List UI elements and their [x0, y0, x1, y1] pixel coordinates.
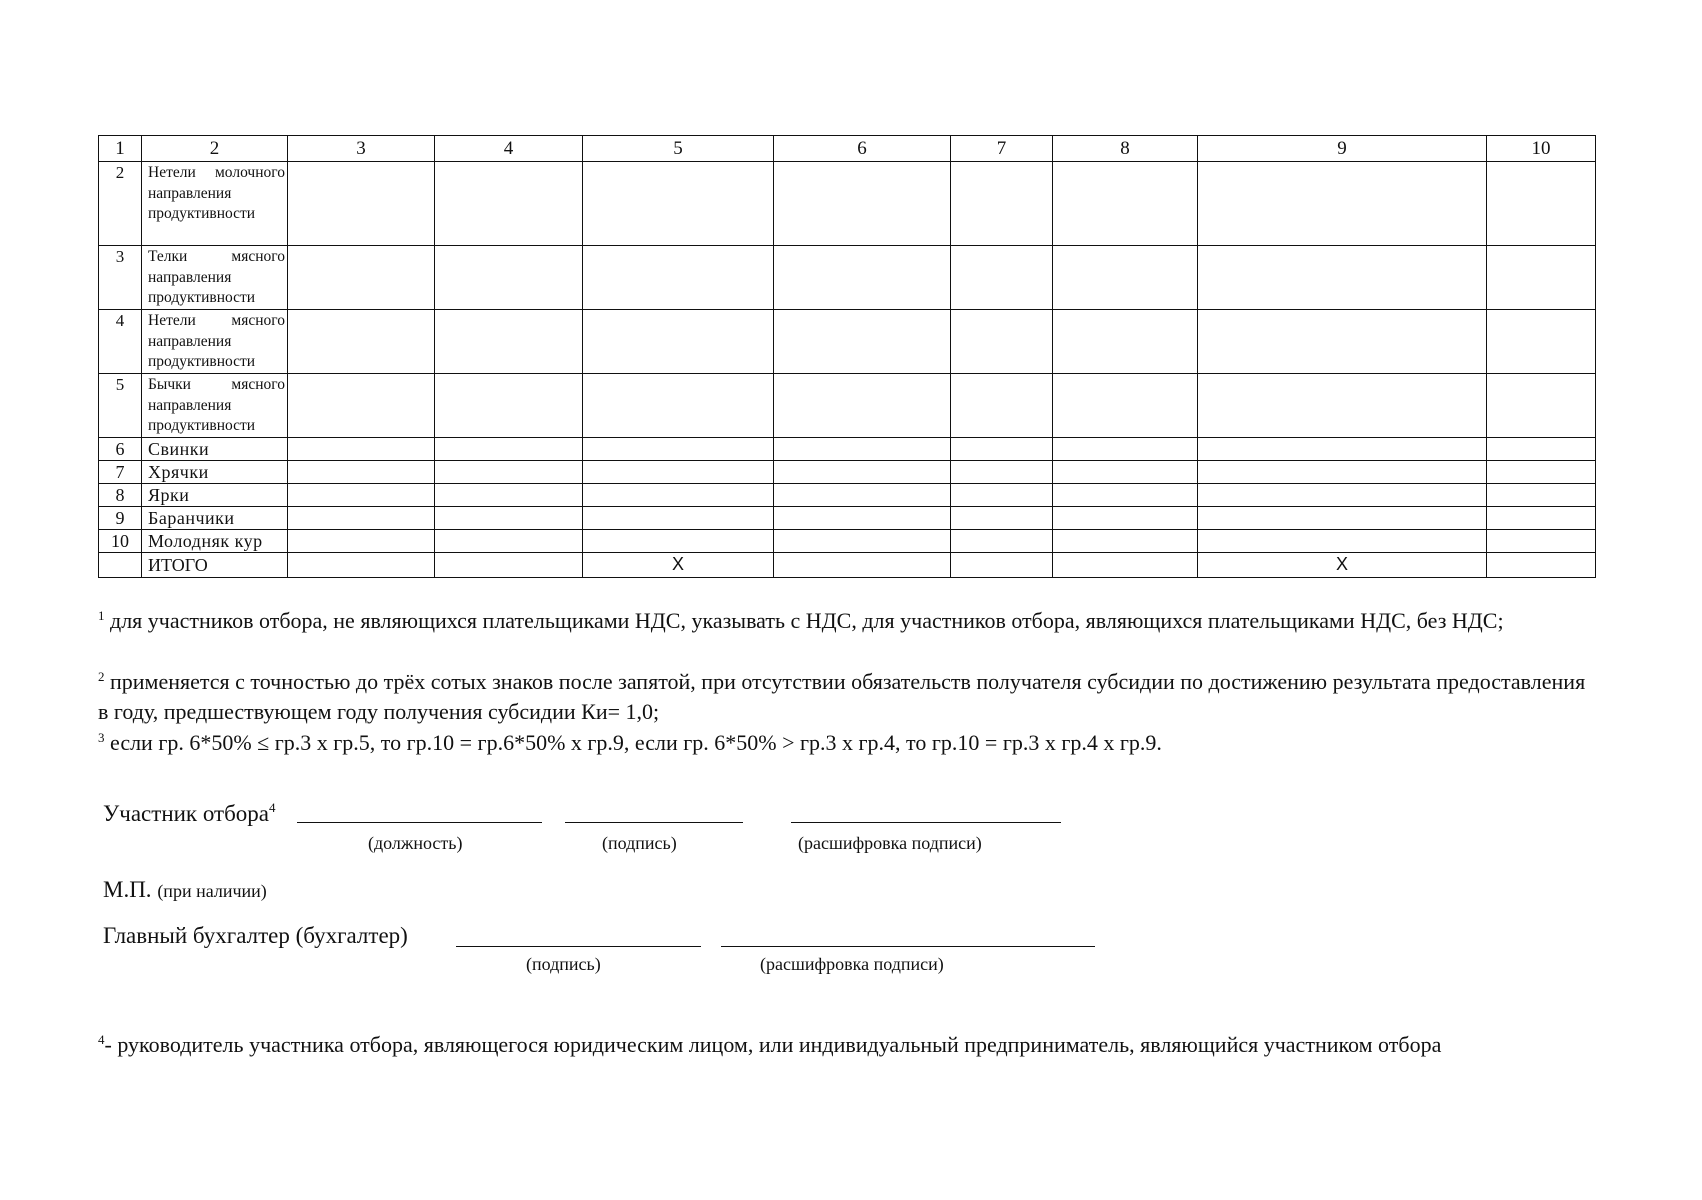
table-row	[99, 310, 1596, 374]
stamp-label-text: М.П.	[103, 877, 152, 902]
row-number: 5	[99, 374, 142, 438]
footnote-text: применяется с точностью до трёх сотых знаков после запятой, при отсутствии обязательств получателя субсидии по достижению результата предоставления в году, предшествующем году получения субсидии Ки= 1,0;	[98, 669, 1586, 724]
row-number: 6	[99, 438, 142, 461]
table-cell	[1487, 310, 1596, 374]
table-row	[99, 461, 1596, 484]
table-cell	[583, 374, 774, 438]
footnote-4	[98, 1030, 1596, 1060]
accountant-signature-line[interactable]	[456, 946, 701, 947]
footnote-text: - руководитель участника отбора, являющегося юридическим лицом, или индивидуальный предприниматель, являющийся участником отбора	[104, 1032, 1442, 1057]
table-cell	[1198, 438, 1487, 461]
table-cell	[435, 484, 583, 507]
table-cell	[1053, 461, 1198, 484]
table-cell	[583, 530, 774, 553]
table-cell	[774, 438, 951, 461]
column-header: 5	[583, 136, 774, 162]
table-row	[99, 507, 1596, 530]
row-number: 7	[99, 461, 142, 484]
table-cell	[1198, 461, 1487, 484]
table-header-row	[99, 136, 1596, 162]
table-cell	[288, 530, 435, 553]
column-header: 2	[142, 136, 288, 162]
table-cell	[288, 162, 435, 246]
footnote-1	[98, 606, 1596, 636]
table-cell	[288, 310, 435, 374]
table-cell	[1487, 461, 1596, 484]
decoding-caption: (расшифровка подписи)	[798, 833, 982, 853]
table-cell	[951, 162, 1053, 246]
table-cell	[1487, 484, 1596, 507]
column-header: 10	[1487, 136, 1596, 162]
table-cell	[1053, 530, 1198, 553]
table-row	[99, 374, 1596, 438]
table-cell	[435, 310, 583, 374]
table-cell	[1487, 162, 1596, 246]
footnote-2	[98, 667, 1596, 727]
column-header: 9	[1198, 136, 1487, 162]
table-cell	[288, 507, 435, 530]
table-cell	[774, 461, 951, 484]
table-cell	[583, 484, 774, 507]
table-row	[99, 246, 1596, 310]
footnote-mark: 4	[269, 800, 276, 815]
total-label: ИТОГО	[142, 553, 288, 578]
table-cell	[288, 461, 435, 484]
table-cell	[583, 310, 774, 374]
participant-label	[103, 800, 276, 828]
table-cell	[774, 310, 951, 374]
row-name: Нетели мясного направления продуктивности	[142, 310, 288, 374]
table-cell	[774, 162, 951, 246]
footnote-mark: 2	[98, 669, 105, 684]
row-name: Хрячки	[142, 461, 288, 484]
table-cell	[583, 507, 774, 530]
table-cell	[435, 530, 583, 553]
participant-label-text: Участник отбора	[103, 801, 270, 826]
column-header: 1	[99, 136, 142, 162]
row-name: Бычки мясного направления продуктивности	[142, 374, 288, 438]
table-total-row	[99, 553, 1596, 578]
table-cell	[1053, 553, 1198, 578]
table-cell	[774, 553, 951, 578]
table-cell	[1198, 310, 1487, 374]
table-cell	[288, 246, 435, 310]
accountant-decoding-caption: (расшифровка подписи)	[760, 954, 944, 974]
table-cell	[1198, 246, 1487, 310]
table-cell	[1487, 246, 1596, 310]
table-body	[99, 136, 1596, 578]
footnote-mark: 4	[98, 1032, 105, 1047]
table-cell	[1053, 507, 1198, 530]
table-cell	[288, 484, 435, 507]
column-header: 7	[951, 136, 1053, 162]
table-cell	[583, 461, 774, 484]
table-cell	[288, 374, 435, 438]
row-name: Ярки	[142, 484, 288, 507]
stamp-label	[103, 876, 267, 905]
table-cell	[1198, 507, 1487, 530]
table-cell	[1198, 484, 1487, 507]
table-cell	[951, 507, 1053, 530]
table-cell	[435, 507, 583, 530]
table-cell	[1487, 374, 1596, 438]
table-cell	[583, 246, 774, 310]
table-cell	[583, 438, 774, 461]
footnote-text: для участников отбора, не являющихся плательщиками НДС, указывать с НДС, для участников отбора, являющихся плательщиками НДС, без НДС;	[110, 608, 1504, 633]
row-name: Свинки	[142, 438, 288, 461]
accountant-label: Главный бухгалтер (бухгалтер)	[103, 923, 408, 948]
signature-caption: (подпись)	[602, 833, 677, 853]
table-cell	[1198, 530, 1487, 553]
footnote-3	[98, 728, 1596, 758]
row-number: 9	[99, 507, 142, 530]
table-cell	[1053, 374, 1198, 438]
total-col9-mark: Х	[1198, 553, 1487, 578]
row-name: Нетели молочного направления продуктивности	[142, 162, 288, 246]
table-cell	[435, 374, 583, 438]
table-cell	[1487, 530, 1596, 553]
row-name: Баранчики	[142, 507, 288, 530]
accountant-decoding-line[interactable]	[721, 946, 1095, 947]
table-cell	[1053, 438, 1198, 461]
table-cell	[951, 461, 1053, 484]
table-cell	[1053, 162, 1198, 246]
table-row	[99, 438, 1596, 461]
table-cell	[951, 310, 1053, 374]
signature-decoding-line[interactable]	[791, 822, 1061, 823]
table-row	[99, 484, 1596, 507]
footnote-mark: 3	[98, 730, 105, 745]
table-cell	[774, 507, 951, 530]
table-cell	[1053, 484, 1198, 507]
subsidy-table	[98, 135, 1596, 578]
table-cell	[774, 246, 951, 310]
table-cell	[435, 246, 583, 310]
table-cell	[951, 438, 1053, 461]
row-number: 2	[99, 162, 142, 246]
stamp-note: (при наличии)	[157, 881, 267, 901]
column-header: 6	[774, 136, 951, 162]
position-line[interactable]	[297, 822, 542, 823]
table-row	[99, 530, 1596, 553]
table-cell	[1053, 246, 1198, 310]
total-col5-mark: Х	[583, 553, 774, 578]
column-header: 3	[288, 136, 435, 162]
table-cell	[288, 553, 435, 578]
table-cell	[951, 484, 1053, 507]
table-cell	[1053, 310, 1198, 374]
table-cell	[1487, 507, 1596, 530]
table-cell	[1487, 553, 1596, 578]
table-cell	[1487, 438, 1596, 461]
table-cell	[774, 484, 951, 507]
table-cell	[951, 374, 1053, 438]
row-name: Молодняк кур	[142, 530, 288, 553]
row-number: 3	[99, 246, 142, 310]
table-cell	[288, 438, 435, 461]
table-row	[99, 162, 1596, 246]
table-cell	[774, 530, 951, 553]
row-number: 4	[99, 310, 142, 374]
table-cell	[435, 461, 583, 484]
footnote-mark: 1	[98, 608, 105, 623]
accountant-signature-caption: (подпись)	[526, 954, 601, 974]
table-cell	[951, 553, 1053, 578]
signature-line[interactable]	[565, 822, 743, 823]
table-cell	[435, 438, 583, 461]
table-cell	[774, 374, 951, 438]
column-header: 4	[435, 136, 583, 162]
table-cell	[1198, 374, 1487, 438]
row-name: Телки мясного направления продуктивности	[142, 246, 288, 310]
table-cell	[583, 162, 774, 246]
table-cell	[1198, 162, 1487, 246]
table-cell	[951, 246, 1053, 310]
row-number: 8	[99, 484, 142, 507]
table-cell	[99, 553, 142, 578]
table-cell	[435, 553, 583, 578]
position-caption: (должность)	[368, 833, 463, 853]
table-cell	[951, 530, 1053, 553]
table-cell	[435, 162, 583, 246]
footnote-text: если гр. 6*50% ≤ гр.3 х гр.5, то гр.10 = гр.6*50% х гр.9, если гр. 6*50% > гр.3 х гр.4, то гр.10 = гр.3 х гр.4 х гр.9.	[110, 730, 1162, 755]
column-header: 8	[1053, 136, 1198, 162]
row-number: 10	[99, 530, 142, 553]
